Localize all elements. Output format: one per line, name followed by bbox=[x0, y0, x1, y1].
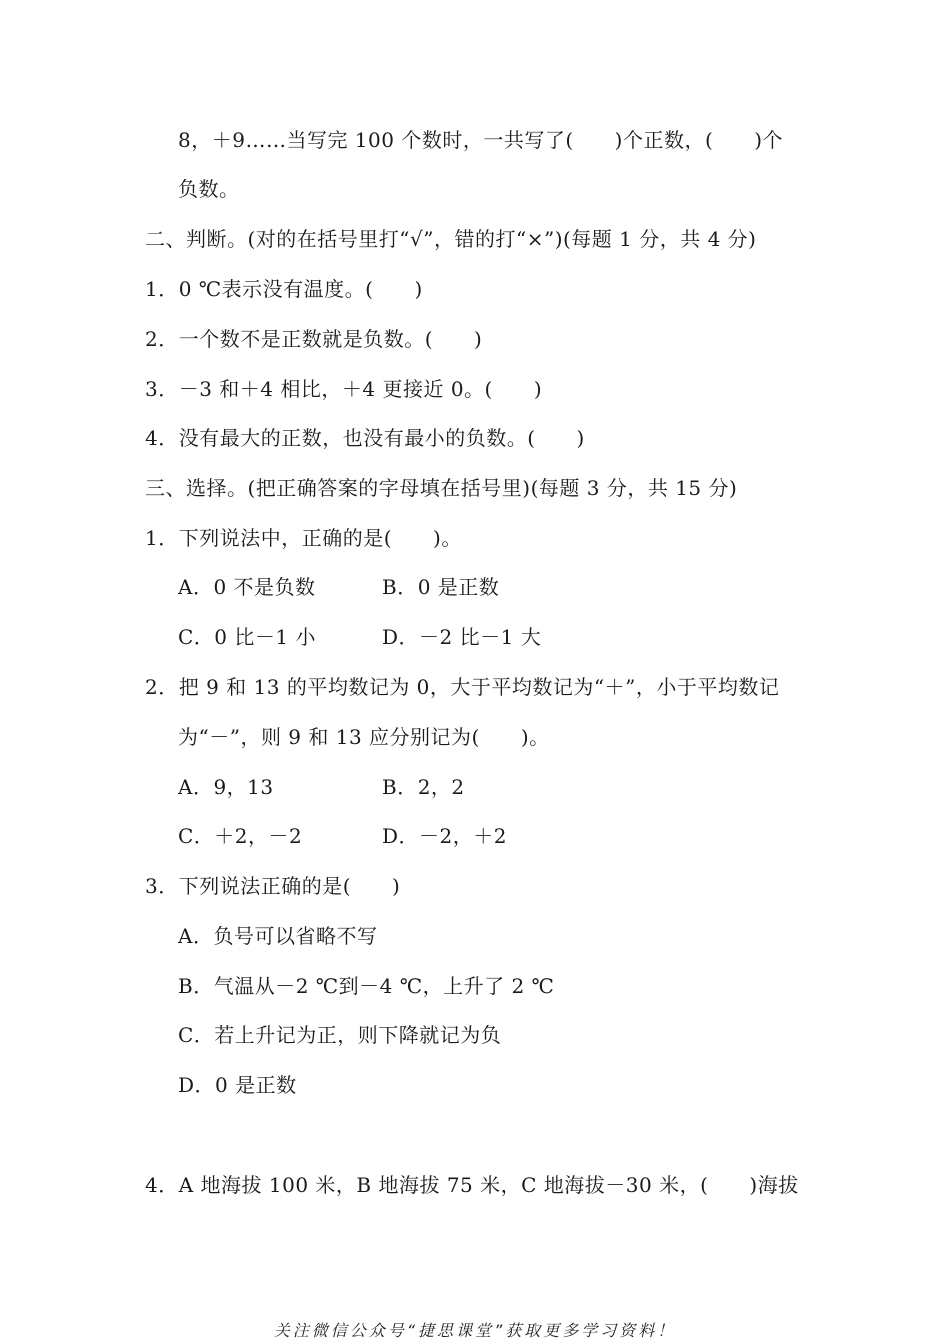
judge-item-3: 3．－3 和＋4 相比，＋4 更接近 0。( ) bbox=[145, 377, 543, 401]
q2-option-d: D．－2，＋2 bbox=[382, 824, 507, 848]
q2-stem-line-1: 2．把 9 和 13 的平均数记为 0，大于平均数记为“＋”，小于平均数记 bbox=[145, 675, 780, 699]
judge-item-1: 1．0 ℃表示没有温度。( ) bbox=[145, 277, 423, 301]
q1-option-d: D．－2 比－1 大 bbox=[382, 625, 542, 649]
continuation-line-2: 负数。 bbox=[178, 177, 240, 201]
q2-stem-line-2: 为“－”，则 9 和 13 应分别记为( )。 bbox=[178, 725, 550, 749]
section3-heading: 三、选择。(把正确答案的字母填在括号里)(每题 3 分，共 15 分) bbox=[145, 476, 738, 500]
q3-option-a: A．负号可以省略不写 bbox=[178, 924, 378, 948]
q1-option-b: B．0 是正数 bbox=[382, 575, 500, 599]
q1-option-c: C．0 比－1 小 bbox=[178, 625, 316, 649]
q3-option-b: B．气温从－2 ℃到－4 ℃，上升了 2 ℃ bbox=[178, 974, 555, 998]
q4-stem: 4．A 地海拔 100 米，B 地海拔 75 米，C 地海拔－30 米，( )海拔 bbox=[145, 1173, 799, 1197]
section2-heading: 二、判断。(对的在括号里打“√”，错的打“×”)(每题 1 分，共 4 分) bbox=[145, 227, 757, 251]
q3-option-c: C．若上升记为正，则下降就记为负 bbox=[178, 1023, 502, 1047]
q2-option-b: B．2，2 bbox=[382, 775, 465, 799]
q3-stem: 3．下列说法正确的是( ) bbox=[145, 874, 401, 898]
judge-item-2: 2．一个数不是正数就是负数。( ) bbox=[145, 327, 483, 351]
q1-option-a: A．0 不是负数 bbox=[178, 575, 316, 599]
q2-option-c: C．＋2，－2 bbox=[178, 824, 303, 848]
q3-option-d: D．0 是正数 bbox=[178, 1073, 297, 1097]
q2-option-a: A．9，13 bbox=[178, 775, 274, 799]
q1-stem: 1．下列说法中，正确的是( )。 bbox=[145, 526, 462, 550]
footer-notice: 关注微信公众号“捷思课堂”获取更多学习资料！ bbox=[273, 1321, 677, 1340]
continuation-line-1: 8，＋9……当写完 100 个数时，一共写了( )个正数，( )个 bbox=[178, 128, 784, 152]
judge-item-4: 4．没有最大的正数，也没有最小的负数。( ) bbox=[145, 426, 585, 450]
